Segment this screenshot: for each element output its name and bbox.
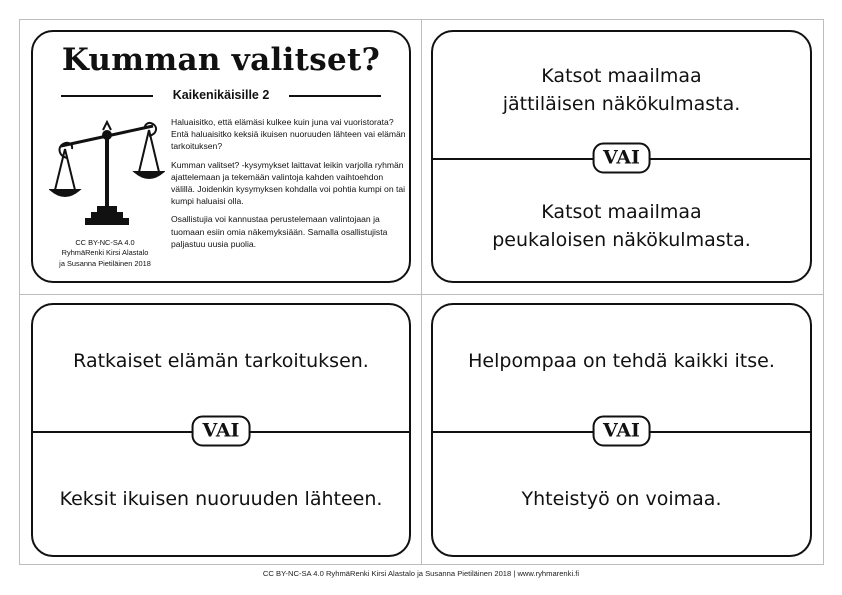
cover-card (31, 30, 411, 283)
option-top (433, 347, 810, 375)
vai-badge: VAI (592, 416, 651, 447)
option-bottom (33, 485, 409, 513)
credit-line: CC BY-NC-SA 4.0 (75, 238, 135, 247)
option-bottom (433, 198, 810, 254)
option-top (33, 347, 409, 375)
option-line: peukaloisen näkökulmasta. (492, 229, 751, 251)
vai-badge: VAI (192, 416, 251, 447)
page-footer: CC BY-NC-SA 4.0 RyhmäRenki Kirsi Alastalo ja Susanna Pietiläinen 2018 | www.ryhmarenki.fi (262, 569, 580, 578)
cover-subtitle: Kaikenikäisille 2 (172, 88, 270, 102)
option-line: Helpompaa on tehdä kaikki itse. (468, 350, 775, 372)
option-top (433, 62, 810, 118)
question-card-2 (31, 303, 411, 557)
option-line: Ratkaiset elämän tarkoituksen. (73, 350, 369, 372)
subtitle-row (61, 86, 381, 104)
cover-description (171, 116, 409, 256)
credit-line: ja Susanna Pietiläinen 2018 (59, 258, 151, 268)
option-bottom (433, 485, 810, 513)
option-line: Yhteistyö on voimaa. (521, 488, 722, 510)
question-card-3 (431, 303, 812, 557)
cover-paragraph-2: Kumman valitset? -kysymykset laittavat leikin varjolla ryhmän ajattelemaan ja tekemään valintoja kahden vaihtoehdon välillä. Joidenkin kysymyksen kohdalla voi pohtia kumpi on tai kumpi haluaisi olla. (171, 159, 406, 207)
cover-paragraph-1: Haluaisitko, että elämäsi kulkee kuin juna vai vuoristorata? Entä haluaisitko keksiä ikuisen nuoruuden lähteen vai elämän tarkoituksen? (171, 117, 406, 152)
option-line: Keksit ikuisen nuoruuden lähteen. (59, 488, 383, 510)
option-line: Katsot maailmaa (541, 65, 702, 87)
question-card-1 (431, 30, 812, 283)
option-line: Katsot maailmaa (541, 201, 702, 223)
cover-paragraph-3: Osallistujia voi kannustaa perustelemaan valintojaan ja tuomaan esiin omia näkemyksiään. Samalla osallistujista paljastuu uusia puolia. (171, 214, 388, 249)
option-line: jättiläisen näkökulmasta. (502, 93, 741, 115)
vai-badge: VAI (592, 143, 651, 174)
subtitle-rule-right (289, 95, 381, 97)
cover-credit (45, 238, 165, 269)
balance-scale-icon (49, 118, 165, 230)
credit-line: RyhmäRenki Kirsi Alastalo (61, 248, 149, 258)
cover-title: Kumman valitset? (61, 42, 381, 78)
